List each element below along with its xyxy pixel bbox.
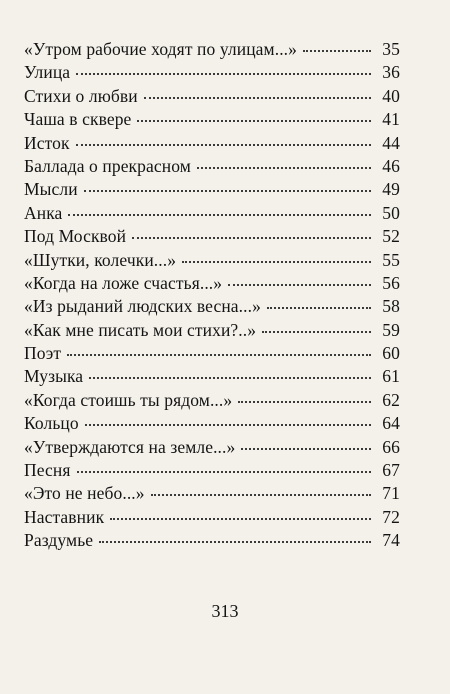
dot-leader xyxy=(67,354,371,356)
toc-entry-page: 61 xyxy=(382,366,400,387)
toc-entry-title: Исток xyxy=(24,132,70,153)
toc-entry-page: 52 xyxy=(382,226,400,247)
toc-entry-title: «Утром рабочие ходят по улицам...» xyxy=(24,39,298,59)
toc-entry xyxy=(24,249,400,272)
toc-entry-page: 62 xyxy=(382,389,400,410)
dot-leader xyxy=(303,50,371,52)
toc-entry-title: Стихи о любви xyxy=(24,85,138,106)
toc-entry-page: 56 xyxy=(382,272,400,293)
toc-entry xyxy=(24,436,400,459)
toc-entry-title: «Из рыданий людских весна...» xyxy=(24,296,261,317)
toc-entry-page: 58 xyxy=(382,296,400,317)
toc-entry xyxy=(24,38,400,61)
dot-leader xyxy=(137,120,371,122)
toc-entry-page: 66 xyxy=(382,436,400,457)
toc-entry xyxy=(24,482,400,505)
toc-entry xyxy=(24,178,400,201)
toc-entry xyxy=(24,319,400,342)
toc-entry-title: «Это не небо...» xyxy=(24,483,145,504)
toc-entry-title: «Когда на ложе счастья...» xyxy=(24,272,223,293)
toc-entry-page: 74 xyxy=(382,530,400,551)
toc-entry xyxy=(24,506,400,529)
toc-entry xyxy=(24,225,400,248)
toc-entry-page: 49 xyxy=(382,179,400,200)
table-of-contents xyxy=(24,38,400,553)
toc-entry xyxy=(24,272,400,295)
toc-entry-page: 36 xyxy=(382,62,400,83)
toc-entry xyxy=(24,155,400,178)
toc-entry-page: 41 xyxy=(382,109,400,130)
dot-leader xyxy=(238,401,371,403)
toc-entry-title: Баллада о прекрасном xyxy=(24,155,191,176)
toc-entry xyxy=(24,365,400,388)
toc-entry-page: 35 xyxy=(382,39,400,59)
toc-entry-title: Анка xyxy=(24,202,63,223)
dot-leader xyxy=(267,307,371,309)
toc-entry-page: 60 xyxy=(382,343,400,364)
toc-entry-title: Кольцо xyxy=(24,413,79,434)
toc-entry-page: 50 xyxy=(382,202,400,223)
toc-entry xyxy=(24,342,400,365)
dot-leader xyxy=(84,190,371,192)
dot-leader xyxy=(228,284,371,286)
dot-leader xyxy=(241,448,371,450)
toc-entry xyxy=(24,389,400,412)
dot-leader xyxy=(151,494,371,496)
toc-entry xyxy=(24,295,400,318)
toc-entry-page: 44 xyxy=(382,132,400,153)
toc-entry-title: «Утверждаются на земле...» xyxy=(24,436,236,457)
toc-entry xyxy=(24,202,400,225)
toc-entry-title: «Как мне писать мои стихи?..» xyxy=(24,319,257,340)
dot-leader xyxy=(132,237,371,239)
dot-leader xyxy=(77,471,371,473)
toc-entry-page: 59 xyxy=(382,319,400,340)
toc-entry-title: Улица xyxy=(24,62,71,83)
toc-entry-title: Песня xyxy=(24,460,71,481)
toc-entry xyxy=(24,529,400,552)
toc-entry xyxy=(24,412,400,435)
toc-entry xyxy=(24,85,400,108)
dot-leader xyxy=(262,331,371,333)
dot-leader xyxy=(89,377,371,379)
toc-entry xyxy=(24,132,400,155)
toc-entry-title: Наставник xyxy=(24,506,105,527)
page-number: 313 xyxy=(211,601,239,621)
toc-entry-title: Под Москвой xyxy=(24,226,127,247)
dot-leader xyxy=(68,214,371,216)
toc-entry-title: «Шутки, колечки...» xyxy=(24,249,177,270)
toc-entry-page: 40 xyxy=(382,85,400,106)
toc-entry xyxy=(24,61,400,84)
dot-leader xyxy=(144,97,371,99)
toc-entry-title: Мысли xyxy=(24,179,78,200)
toc-entry xyxy=(24,459,400,482)
dot-leader xyxy=(110,518,371,520)
toc-entry-page: 55 xyxy=(382,249,400,270)
toc-entry-page: 71 xyxy=(382,483,400,504)
dot-leader xyxy=(99,541,371,543)
dot-leader xyxy=(76,144,371,146)
toc-entry-page: 64 xyxy=(382,413,400,434)
toc-entry-title: Чаша в сквере xyxy=(24,109,132,130)
dot-leader xyxy=(85,424,371,426)
dot-leader xyxy=(197,167,371,169)
toc-entry-title: Раздумье xyxy=(24,530,94,551)
toc-entry-title: Поэт xyxy=(24,343,62,364)
toc-entry xyxy=(24,108,400,131)
dot-leader xyxy=(76,73,371,75)
toc-entry-page: 72 xyxy=(382,506,400,527)
toc-entry-page: 46 xyxy=(382,155,400,176)
toc-entry-page: 67 xyxy=(382,460,400,481)
toc-entry-title: Музыка xyxy=(24,366,84,387)
toc-entry-title: «Когда стоишь ты рядом...» xyxy=(24,389,233,410)
dot-leader xyxy=(182,261,371,263)
